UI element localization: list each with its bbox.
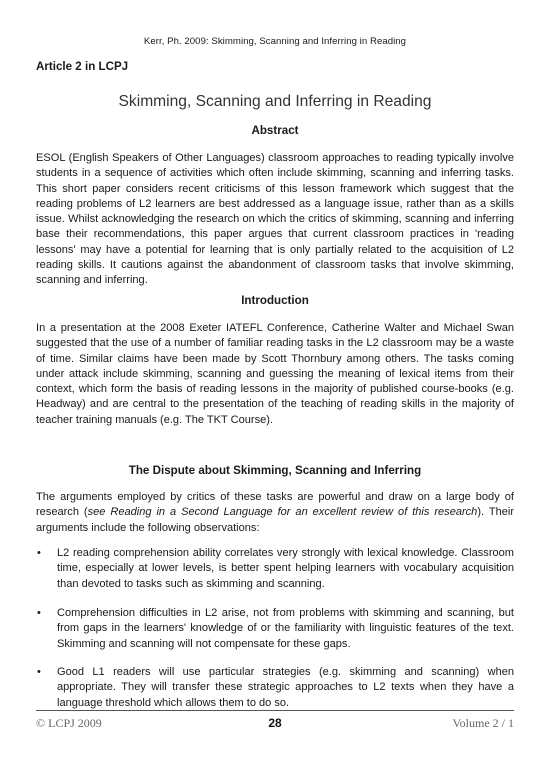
introduction-heading: Introduction — [241, 294, 309, 307]
abstract-paragraph: ESOL (English Speakers of Other Languages) classroom approaches to reading typically involve students in a sequence of activities which often include skimming, scanning and inferring tasks. This short paper considers recent criticisms of this lesson framework which suggest that the reading problems of L2 learners are best addressed as a language issue, rather than as a skills issue. Whilst acknowledging the research on which the critics of skimming, scanning and inferring base their recommendations, this paper argues that current classroom practices in 'reading lessons' may have a potential for learning that is only partially related to the acquisition of L2 reading skills. It cautions against the abandonment of classroom tasks that involve skimming, scanning and inferring. — [36, 152, 514, 287]
introduction-paragraph: In a presentation at the 2008 Exeter IATEFL Conference, Catherine Walter and Michael Swan suggested that the use of a number of familiar reading tasks in the L2 classroom may be a waste of time. Similar claims have been made by Scott Thornbury among others. The tasks coming under attack include skimming, scanning and guessing the meaning of lexical items from their context, which form the basis of reading lessons in the majority of published course-books (e.g. Headway) and are central to the presentation of the teaching of reading skills in the majority of teacher training manuals (e.g. The TKT Course). — [36, 322, 514, 426]
footer-rule — [36, 710, 514, 711]
bullet-text: Comprehension difficulties in L2 arise, not from problems with skimming and scanning, but from gaps in the learners' knowledge of or the familiarity with linguistic features of the text. Skimming and scanning will not compensate for these gaps. — [57, 607, 514, 650]
bullet-mark: • — [37, 547, 41, 559]
bullet-item-2 — [36, 606, 514, 652]
bullet-mark: • — [37, 666, 41, 678]
bullet-mark: • — [37, 607, 41, 619]
page-footer — [36, 716, 514, 734]
running-head: Kerr, Ph. 2009: Skimming, Scanning and Inferring in Reading — [143, 36, 407, 47]
bullet-text: Good L1 readers will use particular strategies (e.g. skimming and scanning) when appropriate. They will transfer these strategic approaches to L2 texts when they have a language threshold which allows them to do so. — [57, 666, 514, 709]
footer-volume: Volume 2 / 1 — [452, 716, 514, 730]
bullet-text: L2 reading comprehension ability correlates very strongly with lexical knowledge. Classroom time, especially at lower levels, is better spent helping learners with vocabulary acquisition than devoted to tasks such as skimming and scanning. — [57, 547, 514, 590]
dispute-intro-citation: see Reading in a Second Language for an excellent review of this research — [87, 506, 478, 519]
bullet-item-1 — [36, 546, 514, 592]
dispute-heading: The Dispute about Skimming, Scanning and Inferring — [128, 464, 422, 477]
dispute-intro-before: The arguments employed by critics of these tasks are powerful and draw on a large body of research ( — [36, 491, 514, 519]
paper-title: Skimming, Scanning and Inferring in Reading — [118, 93, 432, 110]
footer-copyright: © LCPJ 2009 — [36, 716, 102, 730]
abstract-heading: Abstract — [251, 124, 299, 137]
article-label: Article 2 in LCPJ — [36, 60, 129, 73]
dispute-intro-paragraph — [36, 490, 514, 536]
page-number: 28 — [268, 716, 282, 730]
dispute-intro-after: ). Their arguments include the following observations: — [36, 506, 515, 534]
bullet-item-3 — [36, 665, 514, 711]
